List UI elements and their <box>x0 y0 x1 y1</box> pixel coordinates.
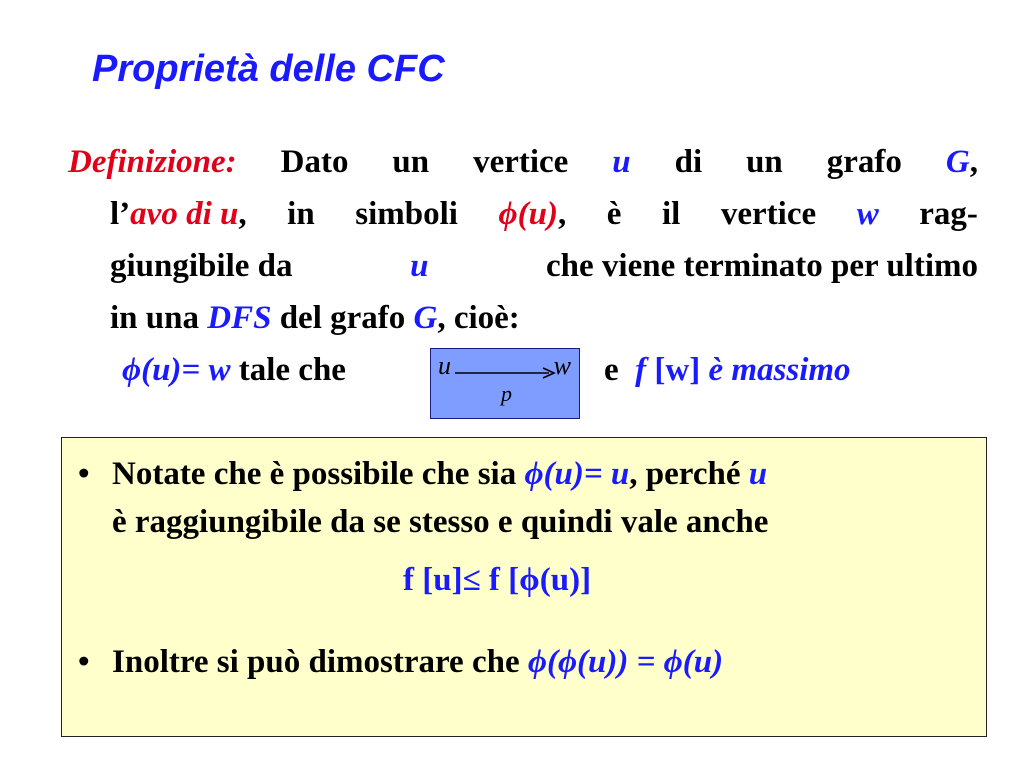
phi-u-equals-u: ϕ(u)= u <box>524 456 630 492</box>
phrase: in una <box>110 300 199 336</box>
word: l’ <box>110 196 131 232</box>
dfs-term: DFS <box>207 300 272 336</box>
word: vertice <box>720 196 817 232</box>
word: rag- <box>919 196 978 232</box>
var-G: G <box>413 300 438 336</box>
definition-block <box>68 136 978 344</box>
phrase: che viene terminato per ultimo <box>546 248 978 284</box>
phrase: Notate che è possibile che sia <box>112 456 517 492</box>
phi-definition-formula <box>122 352 346 389</box>
word: è <box>606 196 622 232</box>
var-u: u <box>612 144 631 180</box>
phrase: , cioè: <box>437 300 520 336</box>
word: il <box>661 196 681 232</box>
definition-label: Definizione: <box>68 144 237 180</box>
avo-di-u: avo di u <box>130 196 239 232</box>
phi-u-equals-w: ϕ(u)= w <box>122 352 231 388</box>
avo-phrase <box>110 188 247 240</box>
comma: , <box>969 144 978 180</box>
comma: , <box>557 196 567 232</box>
max-condition <box>604 352 851 389</box>
definition-line-2 <box>68 188 978 240</box>
var-G: G <box>945 144 970 180</box>
phi-phi-identity: ϕ(ϕ(u)) = ϕ(u) <box>527 644 724 680</box>
path-source-u: u <box>438 351 451 380</box>
bullet-dot: • <box>78 644 90 680</box>
definition-line-4 <box>68 292 978 344</box>
word: simboli <box>355 196 458 232</box>
bullet-dot: • <box>78 456 90 492</box>
phi-phrase <box>499 188 567 240</box>
definition-line-1 <box>68 136 978 188</box>
f-function: f <box>635 352 647 388</box>
bullet-text <box>112 450 767 498</box>
comma: , <box>238 196 247 232</box>
path-target-w: w <box>553 351 571 380</box>
phrase: Inoltre si può dimostrare che <box>112 644 520 680</box>
inequality-formula: f [u]≤ f [ϕ(u)] <box>403 562 592 598</box>
phi-u: ϕ(u) <box>498 196 558 232</box>
var-u: u <box>748 456 768 492</box>
word: in <box>287 196 315 232</box>
var-G-with-comma <box>946 136 978 188</box>
phrase: del grafo <box>279 300 406 336</box>
bracket-w: [w] <box>654 352 701 388</box>
word: vertice <box>473 144 569 180</box>
word: di <box>674 144 703 180</box>
word: un <box>392 144 430 180</box>
page-title: Proprietà delle CFC <box>92 48 445 90</box>
word: un <box>746 144 783 180</box>
word: grafo <box>826 144 902 180</box>
w-bracket <box>654 352 700 388</box>
bullet-text-line-2: è raggiungibile da se stesso e quindi vale anche <box>112 504 769 540</box>
massimo-phrase: è massimo <box>708 352 851 388</box>
var-u: u <box>410 248 429 284</box>
path-label-p: p <box>501 381 512 406</box>
definition-line-3 <box>68 240 978 292</box>
and-word: e <box>604 352 619 388</box>
path-box <box>430 348 580 419</box>
phrase: giungibile da <box>110 248 293 284</box>
tale-che: tale che <box>238 352 346 388</box>
var-w: w <box>856 196 879 232</box>
phrase: , perché <box>629 456 741 492</box>
word: Dato <box>280 144 349 180</box>
path-arrow-icon <box>455 365 557 381</box>
bullet-text <box>112 638 723 686</box>
